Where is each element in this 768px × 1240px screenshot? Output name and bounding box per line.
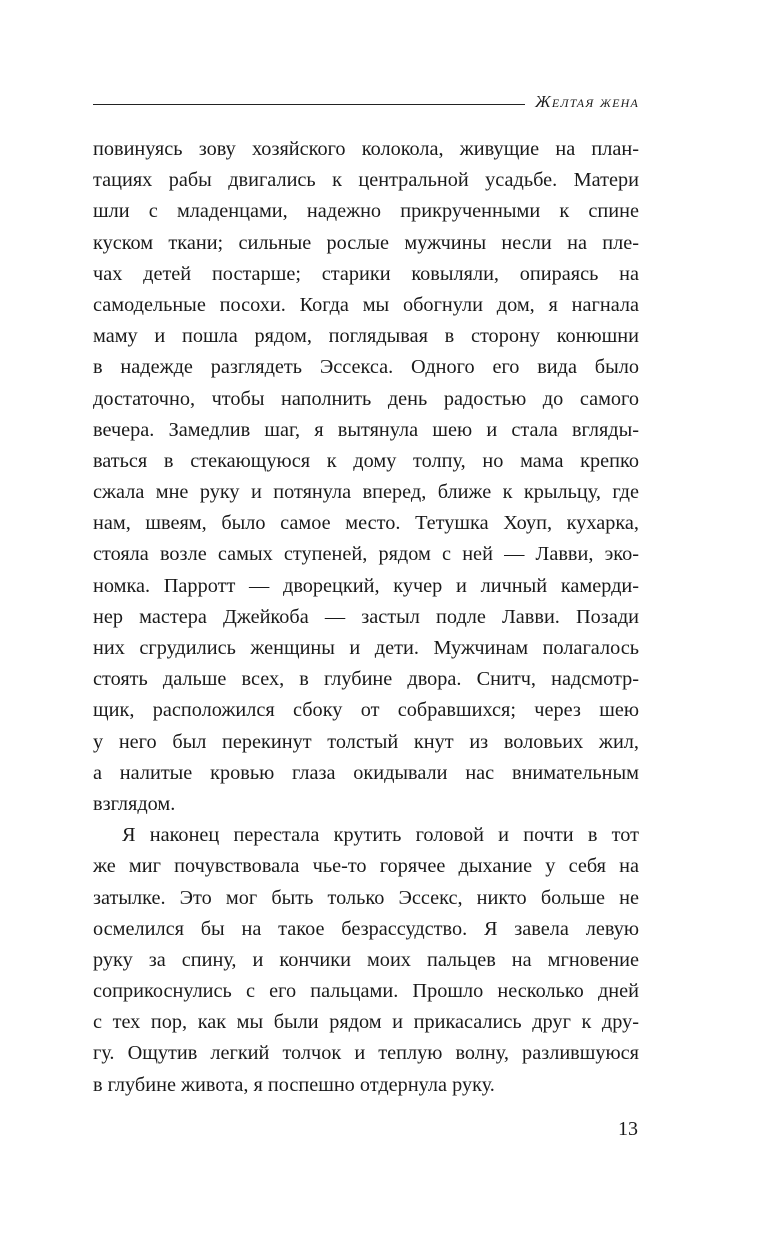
text-line: сжала мне руку и потянула вперед, ближе к крыльцу, где [93,481,639,504]
paragraph-2 [93,820,639,1101]
text-line: руку за спину, и кончики моих пальцев на мгновение [93,948,639,971]
running-title: Желтая жена [535,92,639,111]
text-line: стояла возле самых ступеней, рядом с ней — Лавви, эко- [93,543,639,566]
text-line: щик, расположился сбоку от собравшихся; через шею [93,699,639,722]
text-line: достаточно, чтобы наполнить день радостью до самого [93,387,639,410]
text-line: в глубине живота, я поспешно отдернула руку. [93,1073,495,1096]
text-line: взглядом. [93,792,176,815]
text-line: стоять дальше всех, в глубине двора. Снитч, надсмотр- [93,668,639,691]
text-line: гу. Ощутив легкий толчок и теплую волну, разлившуюся [93,1042,639,1065]
text-line: же миг почувствовала чье-то горячее дыхание у себя на [93,855,639,878]
page-number: 13 [618,1118,638,1140]
text-line: осмелился бы на такое безрассудство. Я завела левую [93,917,639,940]
text-line: в надежде разглядеть Эссекса. Одного его вида было [93,356,639,379]
text-line: маму и пошла рядом, поглядывая в сторону конюшни [93,325,639,348]
text-line: нам, швеям, было самое место. Тетушка Хоуп, кухарка, [93,512,639,535]
text-line: Я наконец перестала крутить головой и почти в тот [122,824,639,847]
text-line: затылке. Это мог быть только Эссекс, никто больше не [93,886,639,909]
text-line: нер мастера Джейкоба — застыл подле Лавви. Позади [93,605,639,628]
text-line: ваться в стекающуюся к дому толпу, но мама крепко [93,449,639,472]
paragraph-1 [93,134,639,820]
text-line: а налитые кровью глаза окидывали нас внимательным [93,761,639,784]
text-line: куском ткани; сильные рослые мужчины несли на пле- [93,231,639,254]
running-head [93,90,639,114]
text-line: них сгрудились женщины и дети. Мужчинам полагалось [93,637,639,659]
text-line: соприкоснулись с его пальцами. Прошло несколько дней [93,980,639,1003]
text-line: у него был перекинут толстый кнут из воловьих жил, [93,730,639,753]
text-line: самодельные посохи. Когда мы обогнули дом, я нагнала [93,293,639,316]
header-rule [93,104,525,105]
text-line: номка. Парротт — дворецкий, кучер и личный камерди- [93,574,639,597]
text-line: вечера. Замедлив шаг, я вытянула шею и стала вгляды- [93,418,639,441]
page-body [93,134,639,1101]
text-line: чах детей постарше; старики ковыляли, опираясь на [93,262,639,285]
text-line: шли с младенцами, надежно прикрученными к спине [93,200,639,223]
text-line: тациях рабы двигались к центральной усадьбе. Матери [93,169,639,192]
text-line: повинуясь зову хозяйского колокола, живущие на план- [93,138,639,160]
text-line: с тех пор, как мы были рядом и прикасались друг к дру- [93,1011,639,1034]
